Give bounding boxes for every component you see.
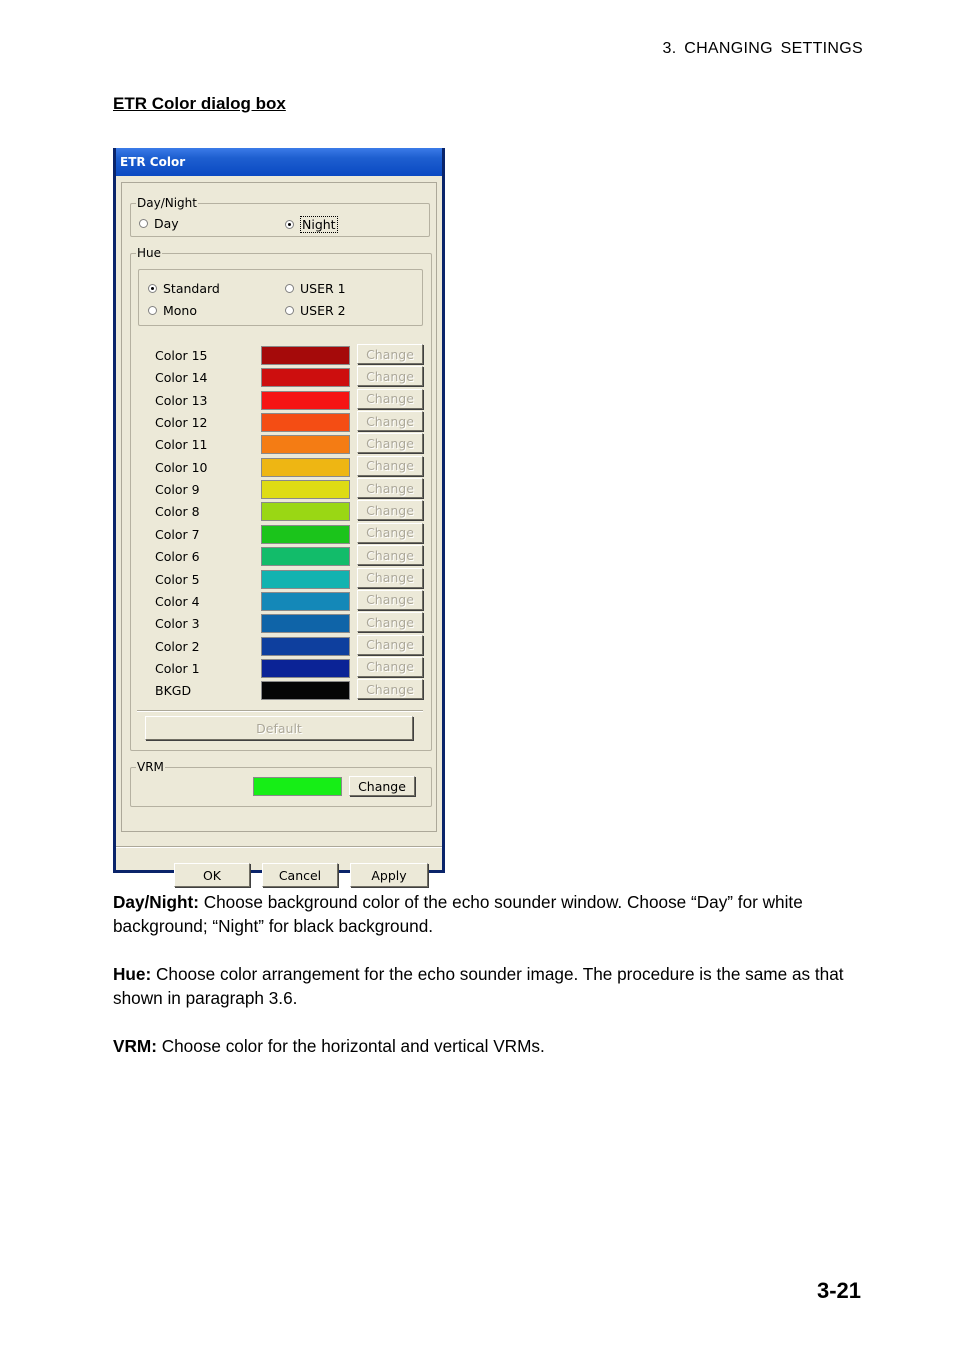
color-row: [131, 435, 447, 457]
color-swatch: [261, 637, 350, 656]
vrm-text: Choose color for the horizontal and vertical VRMs.: [156, 1036, 545, 1056]
color-label: Color 11: [155, 437, 208, 453]
color-swatch: [261, 435, 350, 454]
change-button[interactable]: Change: [357, 679, 423, 699]
standard-radio[interactable]: [148, 281, 220, 296]
color-label: Color 9: [155, 482, 200, 498]
color-label: Color 6: [155, 549, 200, 565]
color-row: [131, 547, 447, 569]
vrm-change-button[interactable]: Change: [349, 776, 415, 796]
color-label: Color 10: [155, 459, 208, 475]
mono-radio[interactable]: [148, 303, 197, 318]
user2-radio[interactable]: [285, 303, 346, 318]
hue-group: [130, 246, 432, 751]
dialog-client: [116, 176, 442, 883]
color-label: Color 14: [155, 370, 208, 386]
hue-legend: Hue: [137, 246, 162, 260]
color-label: Color 13: [155, 392, 208, 408]
user1-radio[interactable]: [285, 281, 346, 296]
change-button[interactable]: Change: [357, 389, 423, 409]
hue-term: Hue:: [113, 964, 152, 984]
vrm-group: [130, 760, 432, 807]
hue-description: [113, 962, 873, 1010]
change-button[interactable]: Change: [357, 635, 423, 655]
vrm-term: VRM:: [113, 1036, 157, 1056]
day-night-text: Choose background color of the echo sounder window. Choose “Day” for white background; “Night” for black background.: [113, 892, 803, 936]
vrm-description: [113, 1034, 873, 1058]
dialog-titlebar[interactable]: [116, 148, 442, 176]
change-button[interactable]: Change: [357, 344, 423, 364]
day-radio-label: Day: [154, 216, 179, 231]
bottom-separator: [116, 846, 442, 848]
color-label: Color 5: [155, 571, 200, 587]
standard-radio-circle[interactable]: [148, 284, 157, 293]
hue-text: Choose color arrangement for the echo sounder image. The procedure is the same as that shown in paragraph 3.6.: [113, 964, 844, 1008]
vrm-color-swatch: [253, 777, 342, 796]
day-night-description: [113, 890, 873, 938]
change-button[interactable]: Change: [357, 433, 423, 453]
apply-button[interactable]: Apply: [350, 863, 428, 887]
color-label: Color 8: [155, 504, 200, 520]
color-swatch: [261, 480, 350, 499]
night-radio[interactable]: [285, 216, 338, 233]
ok-button[interactable]: OK: [174, 863, 250, 887]
section-title: ETR Color dialog box: [113, 94, 286, 113]
change-button[interactable]: Change: [357, 523, 423, 543]
color-row: [131, 458, 447, 480]
color-swatch: [261, 368, 350, 387]
color-label: Color 1: [155, 660, 200, 676]
color-label: Color 12: [155, 415, 208, 431]
color-swatch: [261, 592, 350, 611]
color-row: [131, 681, 447, 703]
user2-radio-circle[interactable]: [285, 306, 294, 315]
color-row: [131, 368, 447, 390]
dialog-title: ETR Color: [120, 155, 186, 169]
change-button[interactable]: Change: [357, 411, 423, 431]
standard-radio-label: Standard: [163, 281, 220, 296]
change-button[interactable]: Change: [357, 612, 423, 632]
color-swatch: [261, 413, 350, 432]
mono-radio-label: Mono: [163, 303, 198, 318]
color-row: [131, 413, 447, 435]
hue-options-box: [138, 269, 423, 326]
color-row: [131, 637, 447, 659]
change-button[interactable]: Change: [357, 500, 423, 520]
color-swatch: [261, 570, 350, 589]
night-radio-circle[interactable]: [285, 220, 294, 229]
color-row: [131, 525, 447, 547]
change-button[interactable]: Change: [357, 366, 423, 386]
cancel-button[interactable]: Cancel: [262, 863, 338, 887]
mono-radio-circle[interactable]: [148, 306, 157, 315]
color-row: [131, 346, 447, 368]
color-swatch: [261, 659, 350, 678]
day-night-legend: Day/Night: [137, 196, 197, 210]
day-radio-circle[interactable]: [139, 219, 148, 228]
user1-radio-label: USER 1: [300, 281, 346, 296]
color-swatch: [261, 614, 350, 633]
change-button[interactable]: Change: [357, 456, 423, 476]
color-row: [131, 391, 447, 413]
color-label: Color 2: [155, 638, 200, 654]
day-radio[interactable]: [139, 216, 179, 231]
hue-divider: [137, 710, 423, 712]
color-swatch: [261, 525, 350, 544]
change-button[interactable]: Change: [357, 657, 423, 677]
color-label: Color 4: [155, 593, 200, 609]
page-number: 3-21: [816, 1278, 861, 1303]
vrm-legend: VRM: [137, 760, 164, 774]
user2-radio-label: USER 2: [300, 303, 346, 318]
color-label: Color 15: [155, 348, 208, 363]
change-button[interactable]: Change: [357, 545, 423, 565]
color-row: [131, 592, 447, 614]
day-night-term: Day/Night:: [113, 892, 199, 912]
user1-radio-circle[interactable]: [285, 284, 294, 293]
etr-color-dialog: [113, 148, 445, 883]
color-row: [131, 502, 447, 524]
day-night-group: [130, 196, 430, 237]
color-label: Color 3: [155, 616, 200, 632]
night-radio-label: Night: [302, 217, 336, 232]
change-button[interactable]: Change: [357, 478, 423, 498]
color-row: [131, 570, 447, 592]
color-swatch: [261, 391, 350, 410]
default-button[interactable]: Default: [145, 716, 413, 740]
color-swatch: [261, 458, 350, 477]
color-swatch: [261, 502, 350, 521]
color-label: BKGD: [155, 683, 192, 699]
color-swatch: [261, 681, 350, 700]
color-row: [131, 480, 447, 502]
change-button[interactable]: Change: [357, 568, 423, 588]
color-row: [131, 614, 447, 636]
running-header: 3. CHANGING SETTINGS: [662, 40, 863, 57]
color-swatch: [261, 547, 350, 566]
color-row: [131, 659, 447, 681]
settings-pane: [121, 182, 437, 832]
color-label: Color 7: [155, 526, 200, 542]
color-swatch: [261, 346, 350, 365]
change-button[interactable]: Change: [357, 590, 423, 610]
